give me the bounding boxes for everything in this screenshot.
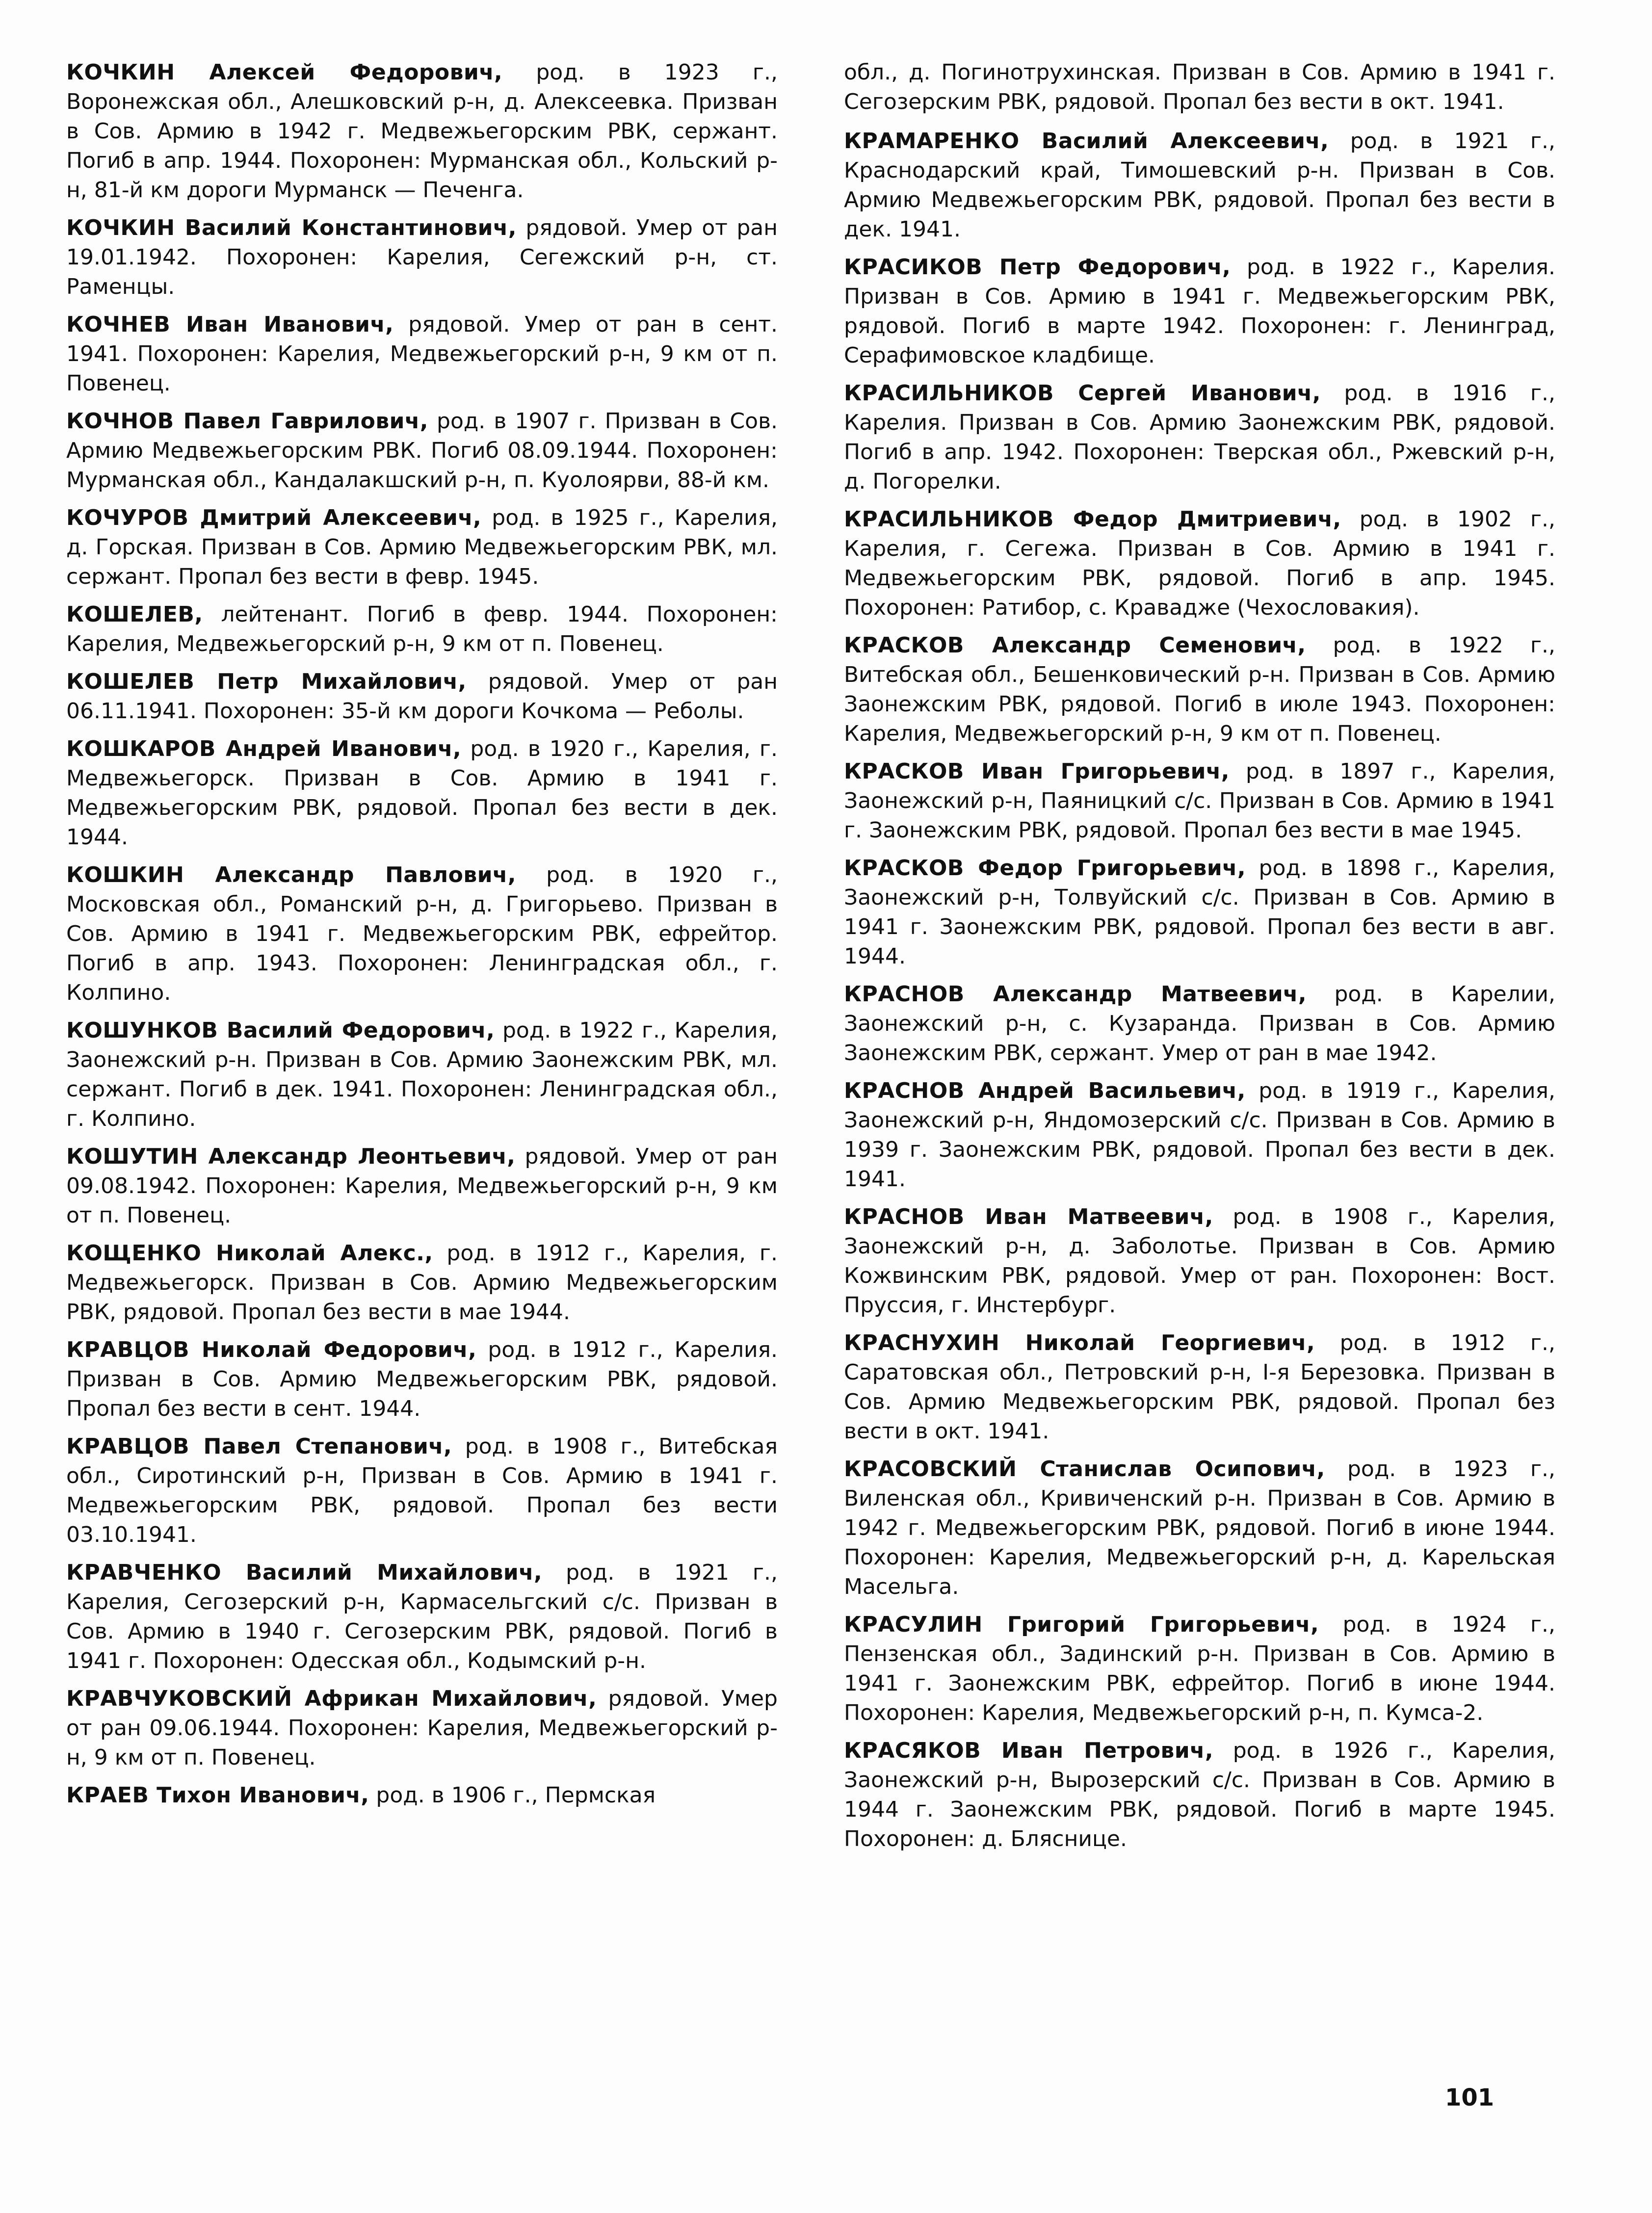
entry-name: КОШУТИН Александр Леонтьевич, — [66, 1144, 516, 1169]
entry-name: КРАСНОВ Андрей Васильевич, — [844, 1078, 1246, 1103]
entry-text: лейтенант. Погиб в февр. 1944. Похоронен: Карелия, Медвежьегорский р-н, 9 км от п. Повенец. — [66, 602, 778, 656]
entry-text: род. в 1923 г., Воронежская обл., Алешковский р-н, д. Алексеевка. Призван в Сов. Армию в 1942 г. Медвежьегорским РВК, сержант. Погиб в апр. 1944. Похоронен: Мурманская обл., Кольский р-н, 81-й км дороги Мурманск — Печенга. — [66, 60, 778, 203]
list-item — [844, 631, 1555, 749]
entry-text: род. в 1923 г., Виленская обл., Кривиченский р-н. Призван в Сов. Армию в 1942 г. Медвежьегорским РВК, рядовой. Погиб в июне 1944. Похоронен: Карелия, Медвежьегорский р-н, д. Карельская Масельга. — [844, 1457, 1556, 1599]
entry-text: род. в 1920 г., Карелия, г. Медвежьегорск. Призван в Сов. Армию в 1941 г. Медвежьегорским РВК, рядовой. Пропал без вести в дек. 1944. — [66, 736, 778, 850]
list-item — [66, 860, 778, 1008]
entry-text: род. в 1897 г., Карелия, Заонежский р-н, Паяницкий с/с. Призван в Сов. Армию в 1941 г. Заонежским РВК, рядовой. Пропал без вести в мае 1945. — [844, 759, 1555, 843]
list-item — [66, 1684, 778, 1772]
entry-text: род. в 1925 г., Карелия, д. Горская. Призван в Сов. Армию Медвежьегорским РВК, мл. сержант. Пропал без вести в февр. 1945. — [66, 505, 778, 589]
list-item — [66, 58, 778, 205]
entry-name: КРАМАРЕНКО Василий Алексеевич, — [844, 129, 1329, 154]
entry-name: КОЧНОВ Павел Гаврилович, — [66, 409, 428, 434]
entry-text: род. в 1921 г., Краснодарский край, Тимошевский р-н. Призван в Сов. Армию Медвежьегорским РВК, рядовой. Пропал без вести в дек. 1941. — [844, 129, 1555, 242]
list-item — [66, 1239, 778, 1327]
entry-name: КРАСКОВ Александр Семенович, — [844, 633, 1306, 658]
entry-name: КРАСНУХИН Николай Георгиевич, — [844, 1330, 1315, 1355]
entry-text: рядовой. Умер от ран 09.08.1942. Похоронен: Карелия, Медвежьегорский р-н, 9 км от п. Повенец. — [66, 1144, 778, 1228]
entry-text: род. в 1916 г., Карелия. Призван в Сов. Армию Заонежским РВК, рядовой. Погиб в апр. 1942. Похоронен: Тверская обл., Ржевский р-н, д. Погорелки. — [844, 381, 1555, 494]
list-item — [66, 1432, 778, 1550]
entry-name: КРАСНОВ Александр Матвеевич, — [844, 982, 1307, 1007]
list-item — [844, 379, 1555, 496]
entry-text: род. в Карелии, Заонежский р-н, с. Кузаранда. Призван в Сов. Армию Заонежским РВК, сержант. Умер от ран в мае 1942. — [844, 982, 1556, 1066]
list-item — [844, 1455, 1555, 1602]
entry-text: род. в 1907 г. Призван в Сов. Армию Медвежьегорским РВК. Погиб 08.09.1944. Похоронен: Мурманская обл., Кандалакшский р-н, п. Куолоярви, 88-й км. — [66, 409, 778, 493]
list-item — [844, 127, 1555, 244]
entry-name: КОЧУРОВ Дмитрий Алексеевич, — [66, 505, 482, 530]
entry-text: род. в 1926 г., Карелия, Заонежский р-н, Вырозерский с/с. Призван в Сов. Армию в 1944 г. Заонежским РВК, рядовой. Погиб в марте 1945. Похоронен: д. Бляснице. — [844, 1738, 1555, 1851]
entry-name: КОЩЕНКО Николай Алекс., — [66, 1241, 433, 1266]
entry-name: КРАВЦОВ Николай Федорович, — [66, 1337, 477, 1362]
entry-name: КРАВЧЕНКО Василий Михайлович, — [66, 1560, 543, 1585]
entry-name: КРАЕВ Тихон Иванович, — [66, 1783, 369, 1808]
entry-name: КРАСИЛЬНИКОВ Сергей Иванович, — [844, 381, 1321, 406]
list-item — [66, 1142, 778, 1230]
list-item — [66, 1335, 778, 1424]
entry-text: род. в 1920 г., Московская обл., Романский р-н, д. Григорьево. Призван в Сов. Армию в 1941 г. Медвежьегорским РВК, ефрейтор. Погиб в апр. 1943. Похоронен: Ленинградская обл., г. Колпино. — [66, 862, 778, 1005]
list-item — [66, 600, 778, 659]
entry-name: КРАСИКОВ Петр Федорович, — [844, 255, 1231, 280]
list-item — [844, 854, 1555, 971]
entry-text: род. в 1902 г., Карелия, г. Сегежа. Призван в Сов. Армию в 1941 г. Медвежьегорским РВК, рядовой. Погиб в апр. 1945. Похоронен: Ратибор, с. Кравадже (Чехословакия). — [844, 507, 1556, 620]
entry-name: КОШУНКОВ Василий Федорович, — [66, 1018, 495, 1043]
entry-name: КОШКИН Александр Павлович, — [66, 862, 516, 887]
list-item — [66, 407, 778, 495]
entry-name: КРАСИЛЬНИКОВ Федор Дмитриевич, — [844, 507, 1341, 532]
entry-text: род. в 1921 г., Карелия, Сегозерский р-н, Кармасельгский с/с. Призван в Сов. Армию в 1940 г. Сегозерским РВК, рядовой. Погиб в 1941 г. Похоронен: Одесская обл., Кодымский р-н. — [66, 1560, 778, 1673]
list-item — [844, 1736, 1555, 1854]
entry-name: КРАВЧУКОВСКИЙ Африкан Михайлович, — [66, 1686, 597, 1711]
entry-text: род. в 1919 г., Карелия, Заонежский р-н, Яндомозерский с/с. Призван в Сов. Армию в 1939 г. Заонежским РВК, рядовой. Пропал без вести в дек. 1941. — [844, 1078, 1555, 1192]
entry-text: род. в 1922 г., Карелия. Призван в Сов. Армию в 1941 г. Медвежьегорским РВК, рядовой. Погиб в марте 1942. Похоронен: г. Ленинград, Серафимовское кладбище. — [844, 255, 1555, 368]
entry-name: КРАСУЛИН Григорий Григорьевич, — [844, 1612, 1319, 1637]
list-item — [66, 1781, 778, 1810]
entry-text: рядовой. Умер от ран 09.06.1944. Похоронен: Карелия, Медвежьегорский р-н, 9 км от п. Повенец. — [66, 1686, 778, 1770]
page-number: 101 — [1445, 2084, 1495, 2111]
list-item — [844, 1076, 1555, 1194]
right-column — [844, 58, 1555, 1862]
entry-name: КОЧКИН Алексей Федорович, — [66, 60, 503, 85]
entry-name: КРАВЦОВ Павел Степанович, — [66, 1434, 452, 1459]
list-item — [844, 757, 1555, 845]
entry-text: род. в 1922 г., Карелия, Заонежский р-н. Призван в Сов. Армию Заонежским РВК, мл. сержант. Погиб в дек. 1941. Похоронен: Ленинградская обл., г. Колпино. — [66, 1018, 778, 1131]
entry-text: род. в 1908 г., Витебская обл., Сиротинский р-н, Призван в Сов. Армию в 1941 г. Медвежьегорским РВК, рядовой. Пропал без вести 03.10.1941. — [66, 1434, 778, 1547]
entry-text: рядовой. Умер от ран 19.01.1942. Похоронен: Карелия, Сегежский р-н, ст. Раменцы. — [66, 215, 778, 299]
entry-name: КОШКАРОВ Андрей Иванович, — [66, 736, 462, 761]
list-item — [844, 1328, 1555, 1446]
list-item — [66, 213, 778, 302]
entry-text: род. в 1924 г., Пензенская обл., Задинский р-н. Призван в Сов. Армию в 1941 г. Заонежским РВК, ефрейтор. Погиб в июне 1944. Похоронен: Карелия, Медвежьегорский р-н, п. Кумса-2. — [844, 1612, 1555, 1725]
list-item — [844, 980, 1555, 1068]
entry-name: КОШЕЛЕВ, — [66, 602, 203, 627]
list-item — [844, 1202, 1555, 1320]
entry-text: род. в 1922 г., Витебская обл., Бешенковический р-н. Призван в Сов. Армию Заонежским РВК, рядовой. Погиб в июле 1943. Похоронен: Карелия, Медвежьегорский р-н, 9 км от п. Повенец. — [844, 633, 1556, 746]
entry-name: КРАСКОВ Иван Григорьевич, — [844, 759, 1230, 784]
left-column — [66, 58, 778, 1819]
list-item — [66, 310, 778, 398]
entry-text: род. в 1912 г., Карелия. Призван в Сов. Армию Медвежьегорским РВК, рядовой. Пропал без вести в сент. 1944. — [66, 1337, 778, 1421]
continued-entry-text: обл., д. Погинотрухинская. Призван в Сов. Армию в 1941 г. Сегозерским РВК, рядовой. Пропал без вести в окт. 1941. — [844, 60, 1555, 114]
entry-text: рядовой. Умер от ран 06.11.1941. Похоронен: 35-й км дороги Кочкома — Реболы. — [66, 669, 778, 724]
entry-name: КРАСКОВ Федор Григорьевич, — [844, 856, 1246, 881]
entry-name: КОШЕЛЕВ Петр Михайлович, — [66, 669, 467, 694]
entry-text: род. в 1912 г., Саратовская обл., Петровский р-н, І-я Березовка. Призван в Сов. Армию Медвежьегорским РВК, рядовой. Пропал без вести в окт. 1941. — [844, 1330, 1556, 1444]
entry-text: род. в 1898 г., Карелия, Заонежский р-н, Толвуйский с/с. Призван в Сов. Армию в 1941 г. Заонежским РВК, рядовой. Пропал без вести в авг. 1944. — [844, 856, 1556, 969]
list-item — [66, 734, 778, 852]
list-item — [844, 253, 1555, 370]
entry-text: род. в 1912 г., Карелия, г. Медвежьегорск. Призван в Сов. Армию Медвежьегорским РВК, рядовой. Пропал без вести в мае 1944. — [66, 1241, 778, 1325]
entry-name: КРАСЯКОВ Иван Петрович, — [844, 1738, 1214, 1763]
list-item — [66, 1558, 778, 1676]
list-item — [66, 667, 778, 726]
entry-text: род. в 1908 г., Карелия, Заонежский р-н, д. Заболотье. Призван в Сов. Армию Кожвинским РВК, рядовой. Умер от ран. Похоронен: Вост. Пруссия, г. Инстербург. — [844, 1204, 1555, 1318]
list-item — [844, 1610, 1555, 1728]
list-item — [844, 505, 1555, 623]
list-item — [66, 503, 778, 592]
entry-name: КРАСНОВ Иван Матвеевич, — [844, 1204, 1213, 1229]
entry-name: КОЧНЕВ Иван Иванович, — [66, 312, 394, 337]
list-item — [66, 1016, 778, 1134]
entry-name: КОЧКИН Василий Константинович, — [66, 215, 517, 240]
entry-text: род. в 1906 г., Пермская — [369, 1783, 656, 1808]
entry-name: КРАСОВСКИЙ Станислав Осипович, — [844, 1457, 1325, 1482]
entry-text: рядовой. Умер от ран в сент. 1941. Похоронен: Карелия, Медвежьегорский р-н, 9 км от п. Повенец. — [66, 312, 778, 396]
